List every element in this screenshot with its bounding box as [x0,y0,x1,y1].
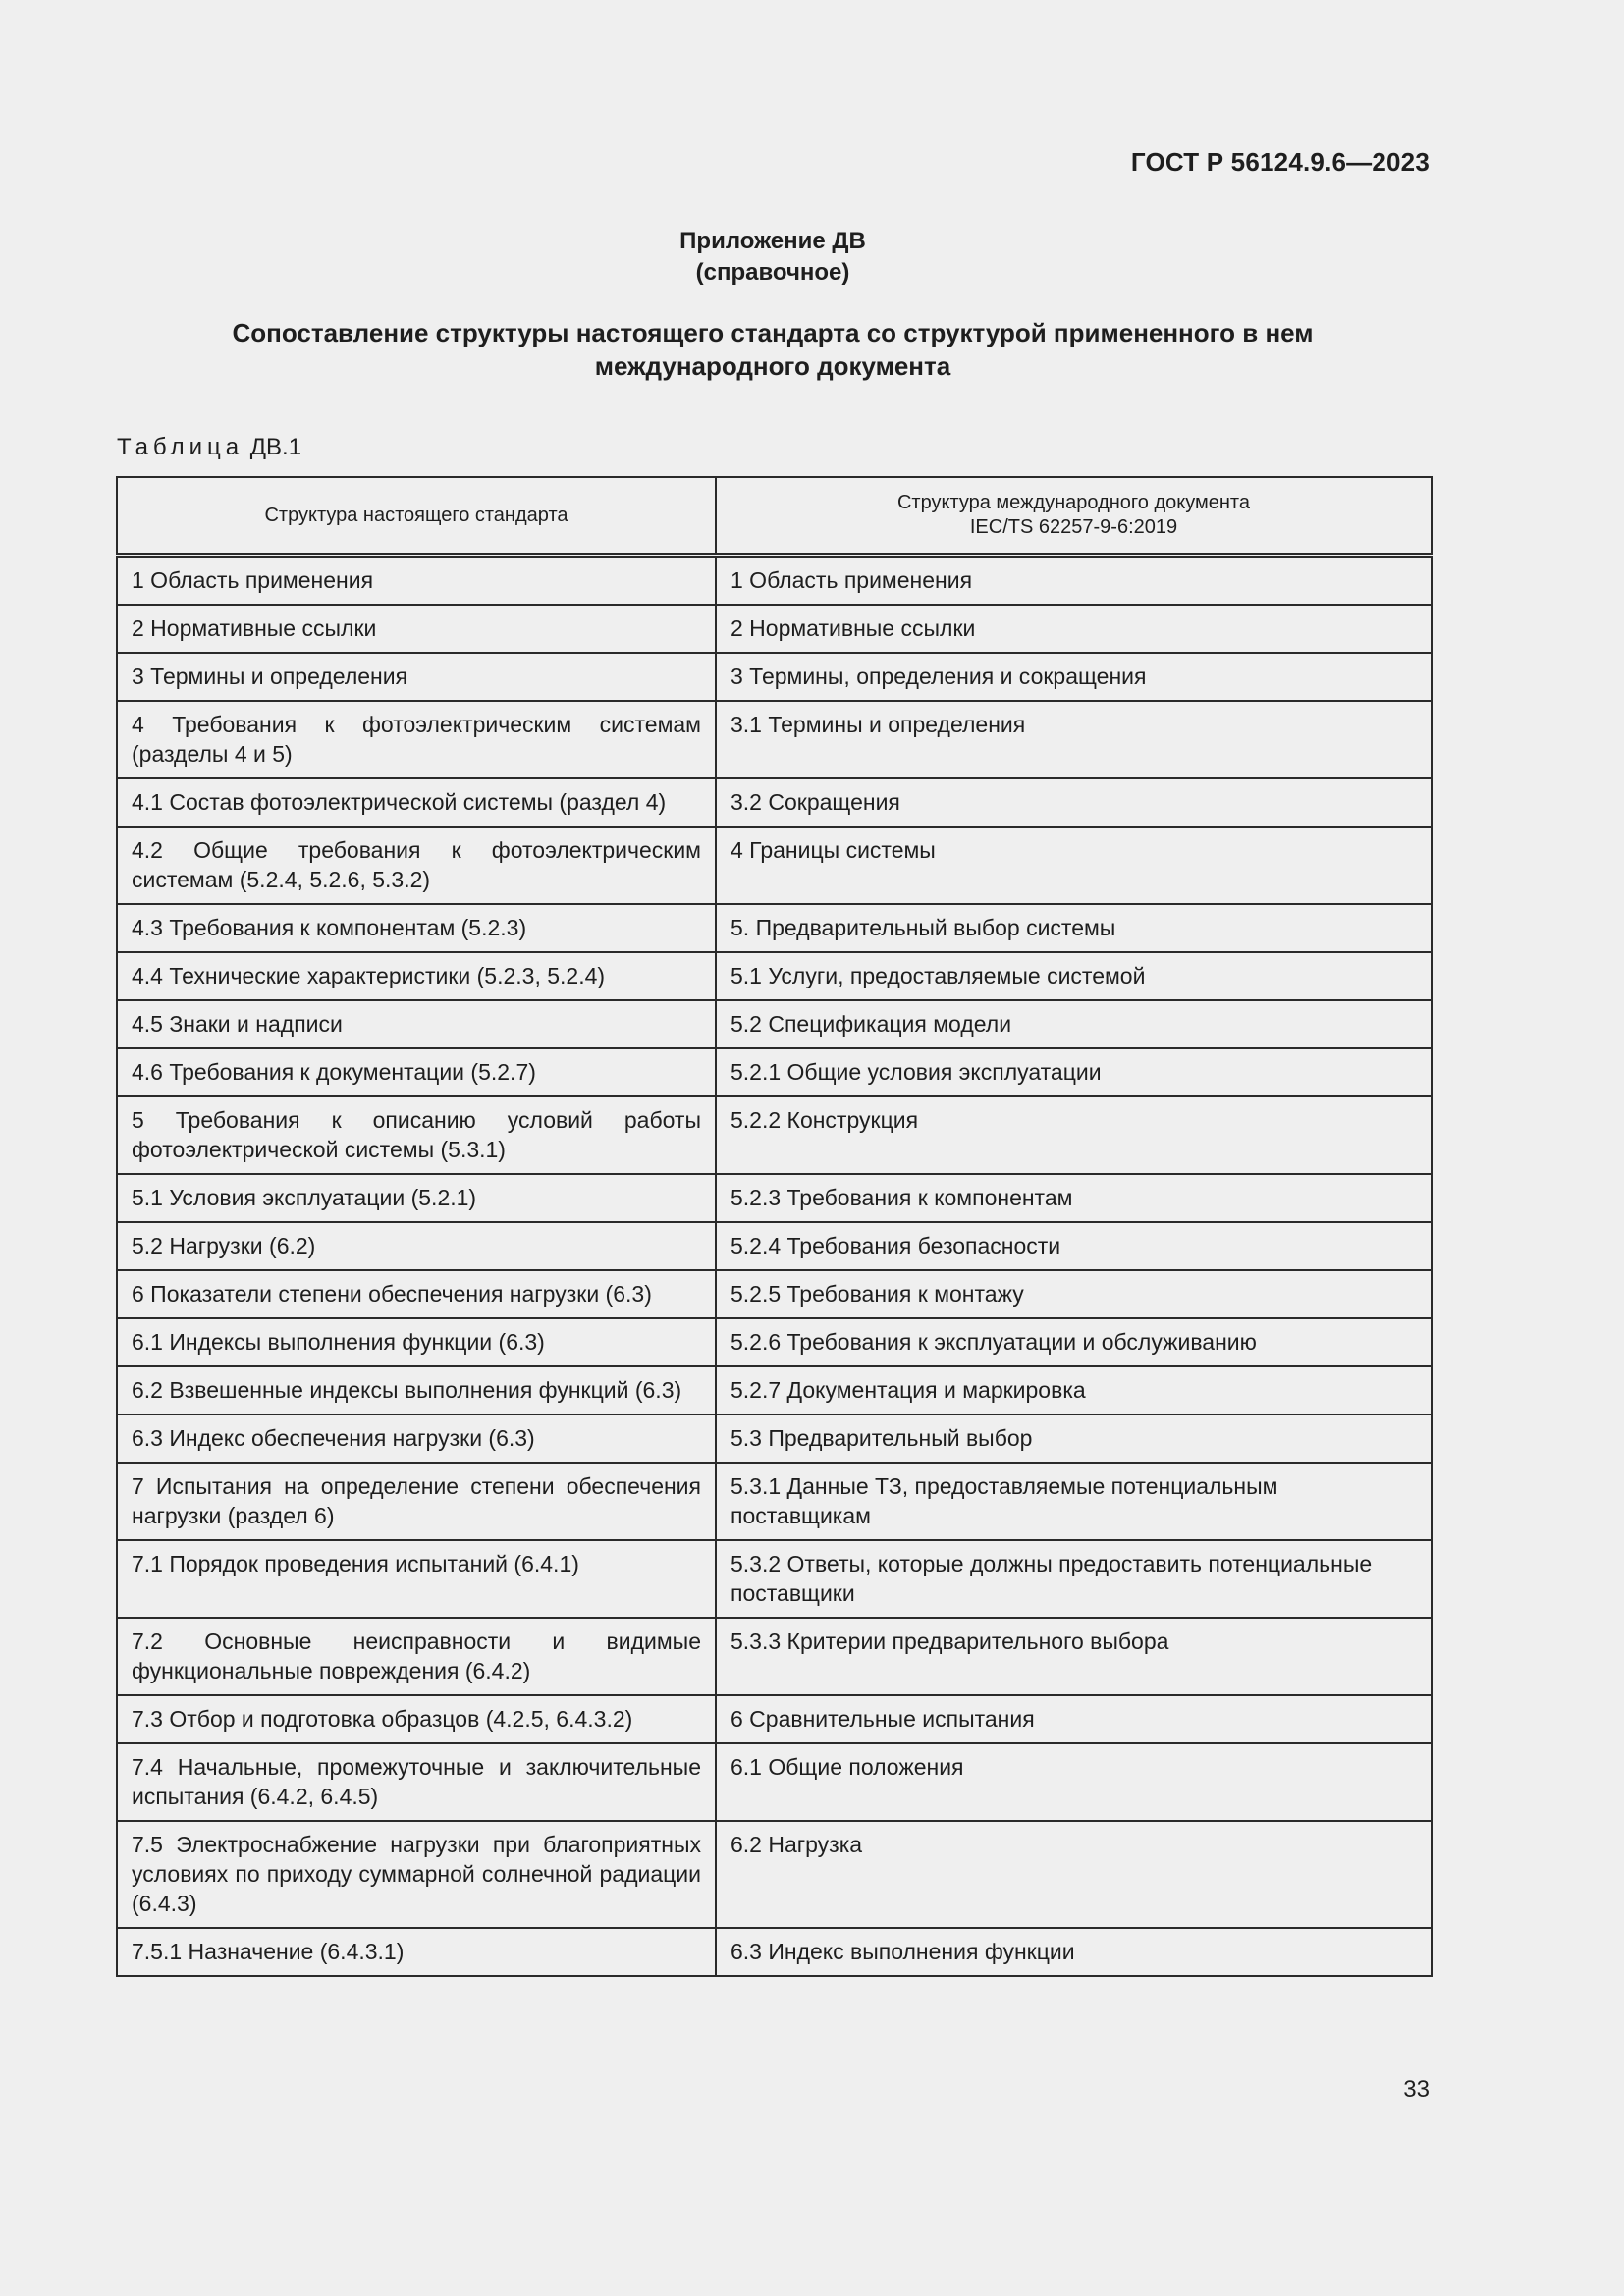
cell-international-section: 5.3 Предварительный выбор [716,1415,1432,1463]
cell-national-section: 7.5.1 Назначение (6.4.3.1) [117,1928,716,1976]
cell-international-section: 5.2.7 Документация и маркировка [716,1366,1432,1415]
cell-national-section: 7 Испытания на определение степени обеспечения нагрузки (раздел 6) [117,1463,716,1540]
structure-comparison-table-wrapper [116,476,1431,1977]
cell-national-section: 6.2 Взвешенные индексы выполнения функций (6.3) [117,1366,716,1415]
table-row [117,1270,1432,1318]
cell-national-section: 7.3 Отбор и подготовка образцов (4.2.5, 6.4.3.2) [117,1695,716,1743]
appendix-title: Приложение ДВ [679,228,866,254]
cell-international-section: 5. Предварительный выбор системы [716,904,1432,952]
cell-national-section: 4.3 Требования к компонентам (5.2.3) [117,904,716,952]
table-row [117,1366,1432,1415]
structure-comparison-table [116,476,1433,1977]
document-code: ГОСТ Р 56124.9.6—2023 [1130,147,1430,177]
cell-international-section: 5.3.3 Критерии предварительного выбора [716,1618,1432,1695]
table-row [117,1000,1432,1048]
cell-national-section: 5.2 Нагрузки (6.2) [117,1222,716,1270]
table-row [117,1618,1432,1695]
table-row [117,1463,1432,1540]
table-row [117,701,1432,778]
cell-international-section: 6.2 Нагрузка [716,1821,1432,1928]
table-row [117,556,1432,606]
cell-international-section: 3 Термины, определения и сокращения [716,653,1432,701]
page-number: 33 [1403,2076,1430,2103]
appendix-heading [0,226,1545,289]
header-national-structure [117,477,716,556]
table-row [117,1048,1432,1096]
cell-international-section: 4 Границы системы [716,827,1432,904]
cell-national-section: 4 Требования к фотоэлектрическим системам (разделы 4 и 5) [117,701,716,778]
cell-national-section: 5.1 Условия эксплуатации (5.2.1) [117,1174,716,1222]
cell-national-section: 4.2 Общие требования к фотоэлектрическим системам (5.2.4, 5.2.6, 5.3.2) [117,827,716,904]
table-row [117,1318,1432,1366]
cell-national-section: 1 Область применения [117,556,716,606]
cell-international-section: 5.3.1 Данные ТЗ, предоставляемые потенциальным поставщикам [716,1463,1432,1540]
table-row [117,1695,1432,1743]
table-row [117,1174,1432,1222]
cell-national-section: 7.2 Основные неисправности и видимые функциональные повреждения (6.4.2) [117,1618,716,1695]
table-row [117,827,1432,904]
cell-international-section: 3.1 Термины и определения [716,701,1432,778]
cell-international-section: 2 Нормативные ссылки [716,605,1432,653]
cell-international-section: 6 Сравнительные испытания [716,1695,1432,1743]
header-line: Структура международного документа [896,492,1250,513]
header-line: IEC/TS 62257-9-6:2019 [969,516,1178,538]
table-row [117,1743,1432,1821]
table-row [117,1415,1432,1463]
cell-national-section: 7.4 Начальные, промежуточные и заключительные испытания (6.4.2, 6.4.5) [117,1743,716,1821]
cell-national-section: 2 Нормативные ссылки [117,605,716,653]
cell-international-section: 1 Область применения [716,556,1432,606]
cell-international-section: 5.3.2 Ответы, которые должны предоставить потенциальные поставщики [716,1540,1432,1618]
table-row [117,904,1432,952]
table-row [117,1096,1432,1174]
cell-international-section: 5.2.3 Требования к компонентам [716,1174,1432,1222]
table-row [117,1821,1432,1928]
cell-national-section: 4.4 Технические характеристики (5.2.3, 5.2.4) [117,952,716,1000]
cell-international-section: 3.2 Сокращения [716,778,1432,827]
appendix-subtitle: (справочное) [695,259,850,286]
table-row [117,952,1432,1000]
cell-national-section: 6 Показатели степени обеспечения нагрузки (6.3) [117,1270,716,1318]
table-row [117,1928,1432,1976]
cell-international-section: 5.2.4 Требования безопасности [716,1222,1432,1270]
cell-national-section: 5 Требования к описанию условий работы фотоэлектрической системы (5.3.1) [117,1096,716,1174]
cell-international-section: 6.1 Общие положения [716,1743,1432,1821]
cell-national-section: 7.5 Электроснабжение нагрузки при благоприятных условиях по приходу суммарной солнечной радиации (6.4.3) [117,1821,716,1928]
table-caption-prefix: Таблица [117,434,244,460]
table-caption-id: ДВ.1 [249,434,302,460]
cell-national-section: 3 Термины и определения [117,653,716,701]
cell-national-section: 4.6 Требования к документации (5.2.7) [117,1048,716,1096]
table-row [117,1540,1432,1618]
table-header-row [117,477,1432,556]
cell-national-section: 4.1 Состав фотоэлектрической системы (раздел 4) [117,778,716,827]
document-title: Сопоставление структуры настоящего стандарта со структурой примененного в нем международного документа [232,318,1314,381]
cell-international-section: 5.2.2 Конструкция [716,1096,1432,1174]
cell-international-section: 5.2.6 Требования к эксплуатации и обслуживанию [716,1318,1432,1366]
header-international-structure [716,477,1432,556]
cell-international-section: 5.2.1 Общие условия эксплуатации [716,1048,1432,1096]
cell-national-section: 7.1 Порядок проведения испытаний (6.4.1) [117,1540,716,1618]
table-caption [117,434,301,461]
cell-international-section: 5.1 Услуги, предоставляемые системой [716,952,1432,1000]
table-row [117,778,1432,827]
table-row [117,605,1432,653]
cell-national-section: 6.1 Индексы выполнения функции (6.3) [117,1318,716,1366]
cell-international-section: 5.2 Спецификация модели [716,1000,1432,1048]
cell-national-section: 6.3 Индекс обеспечения нагрузки (6.3) [117,1415,716,1463]
header-line: Структура настоящего стандарта [264,504,568,526]
cell-national-section: 4.5 Знаки и надписи [117,1000,716,1048]
table-body [117,556,1432,1977]
cell-international-section: 5.2.5 Требования к монтажу [716,1270,1432,1318]
table-row [117,1222,1432,1270]
table-row [117,653,1432,701]
cell-international-section: 6.3 Индекс выполнения функции [716,1928,1432,1976]
